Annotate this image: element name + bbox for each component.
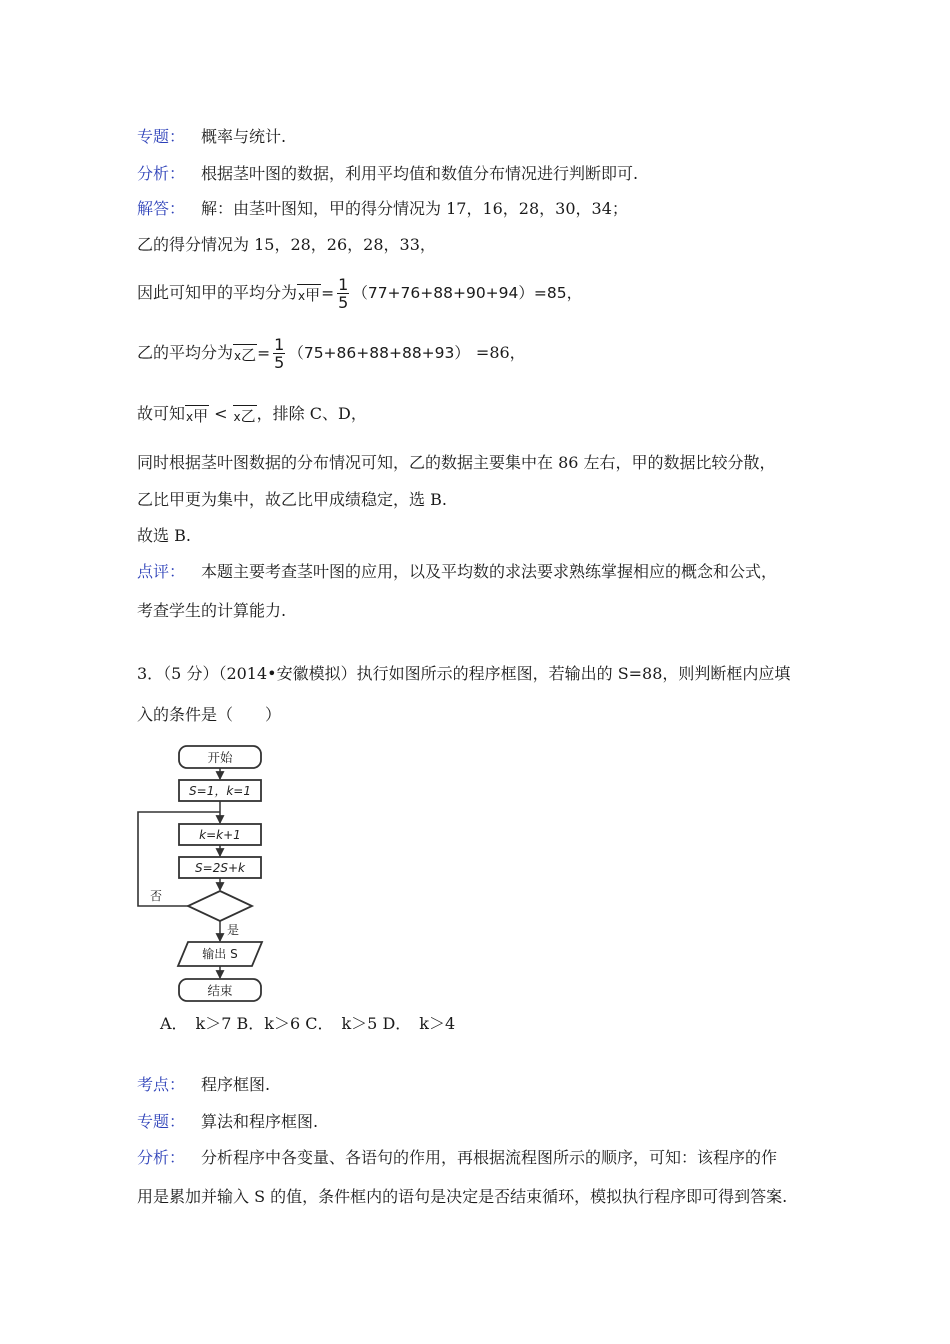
jieda-line xyxy=(137,199,628,219)
fenxi-text: 分析程序中各变量、各语句的作用，再根据流程图所示的顺序，可知：该程序的作 xyxy=(201,1148,778,1167)
label-zhuanti: 专题： xyxy=(137,1112,186,1131)
decision-diamond xyxy=(188,891,252,921)
yi-result: =86， xyxy=(475,343,526,362)
jia-mean-symbol: x甲 xyxy=(298,285,321,304)
zhuanti-text: 概率与统计. xyxy=(201,127,287,146)
no-label: 否 xyxy=(149,889,163,903)
tongshi-line: 同时根据茎叶图数据的分布情况可知，乙的数据主要集中在 86 左右，甲的数据比较分散， xyxy=(137,453,776,472)
jia-avg-prefix: 因此可知甲的平均分为 xyxy=(137,283,298,302)
kaodian-text: 程序框图. xyxy=(201,1075,271,1094)
guke-prefix: 故可知 xyxy=(137,404,186,423)
dianping-text: 本题主要考查茎叶图的应用，以及平均数的求法要求熟练掌握相应的概念和公式， xyxy=(201,562,778,581)
one-fifth-fraction: $\frac{1}{5}$ xyxy=(274,335,285,372)
label-fenxi: 分析： xyxy=(137,1148,186,1167)
output-label: 输出 S xyxy=(202,947,238,961)
yes-label: 是 xyxy=(226,923,240,937)
init-label: S=1，k=1 xyxy=(189,784,251,798)
label-kaodian: 考点： xyxy=(137,1075,186,1094)
less-than-sign: < xyxy=(214,404,228,423)
yi-avg-prefix: 乙的平均分为 xyxy=(137,343,234,362)
fenxi-continued: 用是累加并输入 S 的值，条件框内的语句是决定是否结束循环，模拟执行程序即可得到答案. xyxy=(137,1187,788,1206)
fenxi-text: 根据茎叶图的数据，利用平均值和数值分布情况进行判断即可. xyxy=(201,164,639,183)
yi-calc: （75+86+88+88+93） xyxy=(288,344,470,362)
guke-suffix: ，排除 C、D， xyxy=(256,404,367,423)
label-dianping: 点评： xyxy=(137,562,186,581)
yibi-line: 乙比甲更为集中，故乙比甲成绩稳定，选 B. xyxy=(137,490,447,509)
yi-mean-symbol: x乙 xyxy=(233,406,256,425)
equals-sign: = xyxy=(321,284,335,302)
label-jieda: 解答： xyxy=(137,199,186,218)
yi-average-line xyxy=(137,336,526,371)
jia-average-line xyxy=(137,276,582,311)
end-label: 结束 xyxy=(207,983,233,998)
program-flowchart xyxy=(132,742,272,1007)
comparison-line xyxy=(137,404,367,425)
dianping-continued: 考查学生的计算能力. xyxy=(137,601,287,620)
question-3-stem-line-2: 入的条件是（ ） xyxy=(137,705,282,724)
start-label: 开始 xyxy=(207,750,233,765)
label-fenxi: 分析： xyxy=(137,164,186,183)
increment-k-label: k=k+1 xyxy=(199,828,241,842)
label-zhuanti: 专题： xyxy=(137,127,186,146)
one-fifth-fraction: $\frac{1}{5}$ xyxy=(338,275,349,312)
jieda-text: 解：由茎叶图知，甲的得分情况为 17，16，28，30，34； xyxy=(201,199,628,218)
zhuanti-text: 算法和程序框图. xyxy=(201,1112,319,1131)
fenxi-line-1 xyxy=(137,164,638,184)
yi-scores-line: 乙的得分情况为 15，28，26，28，33， xyxy=(137,235,436,254)
zhuanti-line-1 xyxy=(137,127,286,147)
jia-mean-symbol: x甲 xyxy=(186,406,209,425)
jia-calc: （77+76+88+90+94）=85， xyxy=(352,284,583,302)
guxuan-line: 故选 B. xyxy=(137,526,191,545)
zhuanti-line-2 xyxy=(137,1112,318,1132)
dianping-line xyxy=(137,562,777,582)
yi-mean-symbol: x乙 xyxy=(234,345,257,364)
answer-options: A． k＞7 B．k＞6 C． k＞5 D． k＞4 xyxy=(160,1014,456,1033)
equals-sign: = xyxy=(257,344,271,362)
fenxi-line-2 xyxy=(137,1148,777,1168)
update-s-label: S=2S+k xyxy=(195,861,245,875)
kaodian-line xyxy=(137,1075,270,1095)
question-3-stem-line-1: 3．（5 分）（2014•安徽模拟）执行如图所示的程序框图，若输出的 S=88，则判断框内应填 xyxy=(137,664,791,683)
